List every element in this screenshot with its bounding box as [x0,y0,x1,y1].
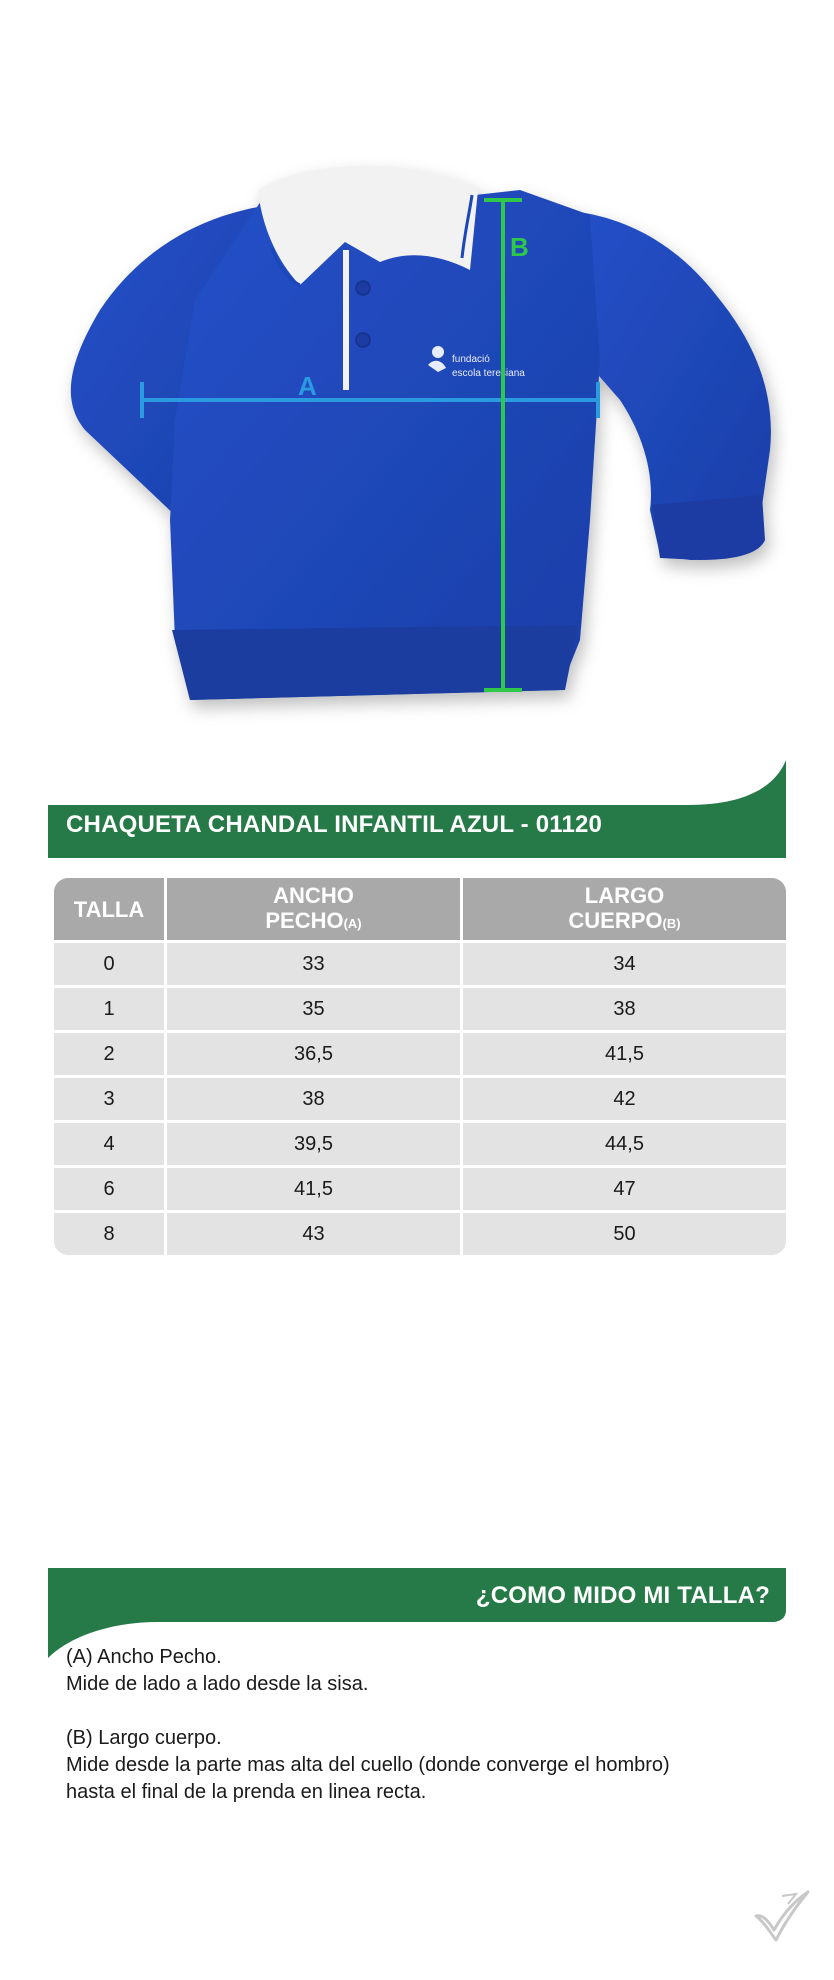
cell-ancho: 35 [167,988,463,1033]
header-largo-line1: LARGO [584,882,665,908]
instruction-a-heading: (A) Ancho Pecho. [66,1646,222,1668]
header-largo-line2: CUERPO [568,907,663,933]
table-row [54,1078,786,1123]
cell-talla: 8 [54,1213,167,1255]
product-image [0,0,834,740]
how-to-measure-title: ¿COMO MIDO MI TALLA? [475,1582,770,1609]
sweatshirt [71,166,771,700]
header-talla-label: TALLA [73,896,145,922]
measure-instructions [66,1644,786,1806]
table-row [54,988,786,1033]
table-row [54,1213,786,1255]
cell-ancho: 36,5 [167,1033,463,1078]
cell-largo: 38 [463,988,786,1033]
size-table [54,878,786,1255]
cell-largo: 44,5 [463,1123,786,1168]
table-row [54,1123,786,1168]
instruction-b-heading: (B) Largo cuerpo. [66,1727,222,1749]
cell-largo: 47 [463,1168,786,1213]
cell-ancho: 33 [167,943,463,988]
cell-talla: 0 [54,943,167,988]
dimension-b-label: B [510,232,529,262]
table-header-row [54,878,786,943]
cell-ancho: 38 [167,1078,463,1123]
cell-talla: 6 [54,1168,167,1213]
header-talla [54,878,167,943]
instruction-b-text-line2: hasta el final de la prenda en linea recta. [66,1781,427,1803]
product-title-banner [48,760,786,858]
table-row [54,943,786,988]
dimension-a-label: A [298,371,317,401]
banner-shape [48,760,786,858]
header-ancho-sub: (A) [343,915,362,931]
table-row [54,1033,786,1078]
instruction-a-text: Mide de lado a lado desde la sisa. [66,1673,369,1695]
header-ancho-pecho [167,878,463,943]
cell-talla: 1 [54,988,167,1033]
logo-text-line1: fundació [452,354,490,365]
cell-ancho: 43 [167,1213,463,1255]
cell-ancho: 39,5 [167,1123,463,1168]
cell-talla: 3 [54,1078,167,1123]
cell-talla: 4 [54,1123,167,1168]
header-largo-sub: (B) [662,915,681,931]
cell-ancho: 41,5 [167,1168,463,1213]
logo-text-line2: escola teresiana [452,368,525,379]
cell-talla: 2 [54,1033,167,1078]
checkmark-icon [752,1890,812,1944]
table-row [54,1168,786,1213]
header-largo-cuerpo [463,878,786,943]
cell-largo: 41,5 [463,1033,786,1078]
sweatshirt-illustration [0,0,834,740]
cell-largo: 50 [463,1213,786,1255]
header-ancho-line1: ANCHO [273,882,354,908]
product-title: CHAQUETA CHANDAL INFANTIL AZUL - 01120 [66,811,603,838]
cell-largo: 34 [463,943,786,988]
cell-largo: 42 [463,1078,786,1123]
instruction-b-text-line1: Mide desde la parte mas alta del cuello (donde converge el hombro) [66,1754,670,1776]
header-ancho-line2: PECHO [265,907,344,933]
